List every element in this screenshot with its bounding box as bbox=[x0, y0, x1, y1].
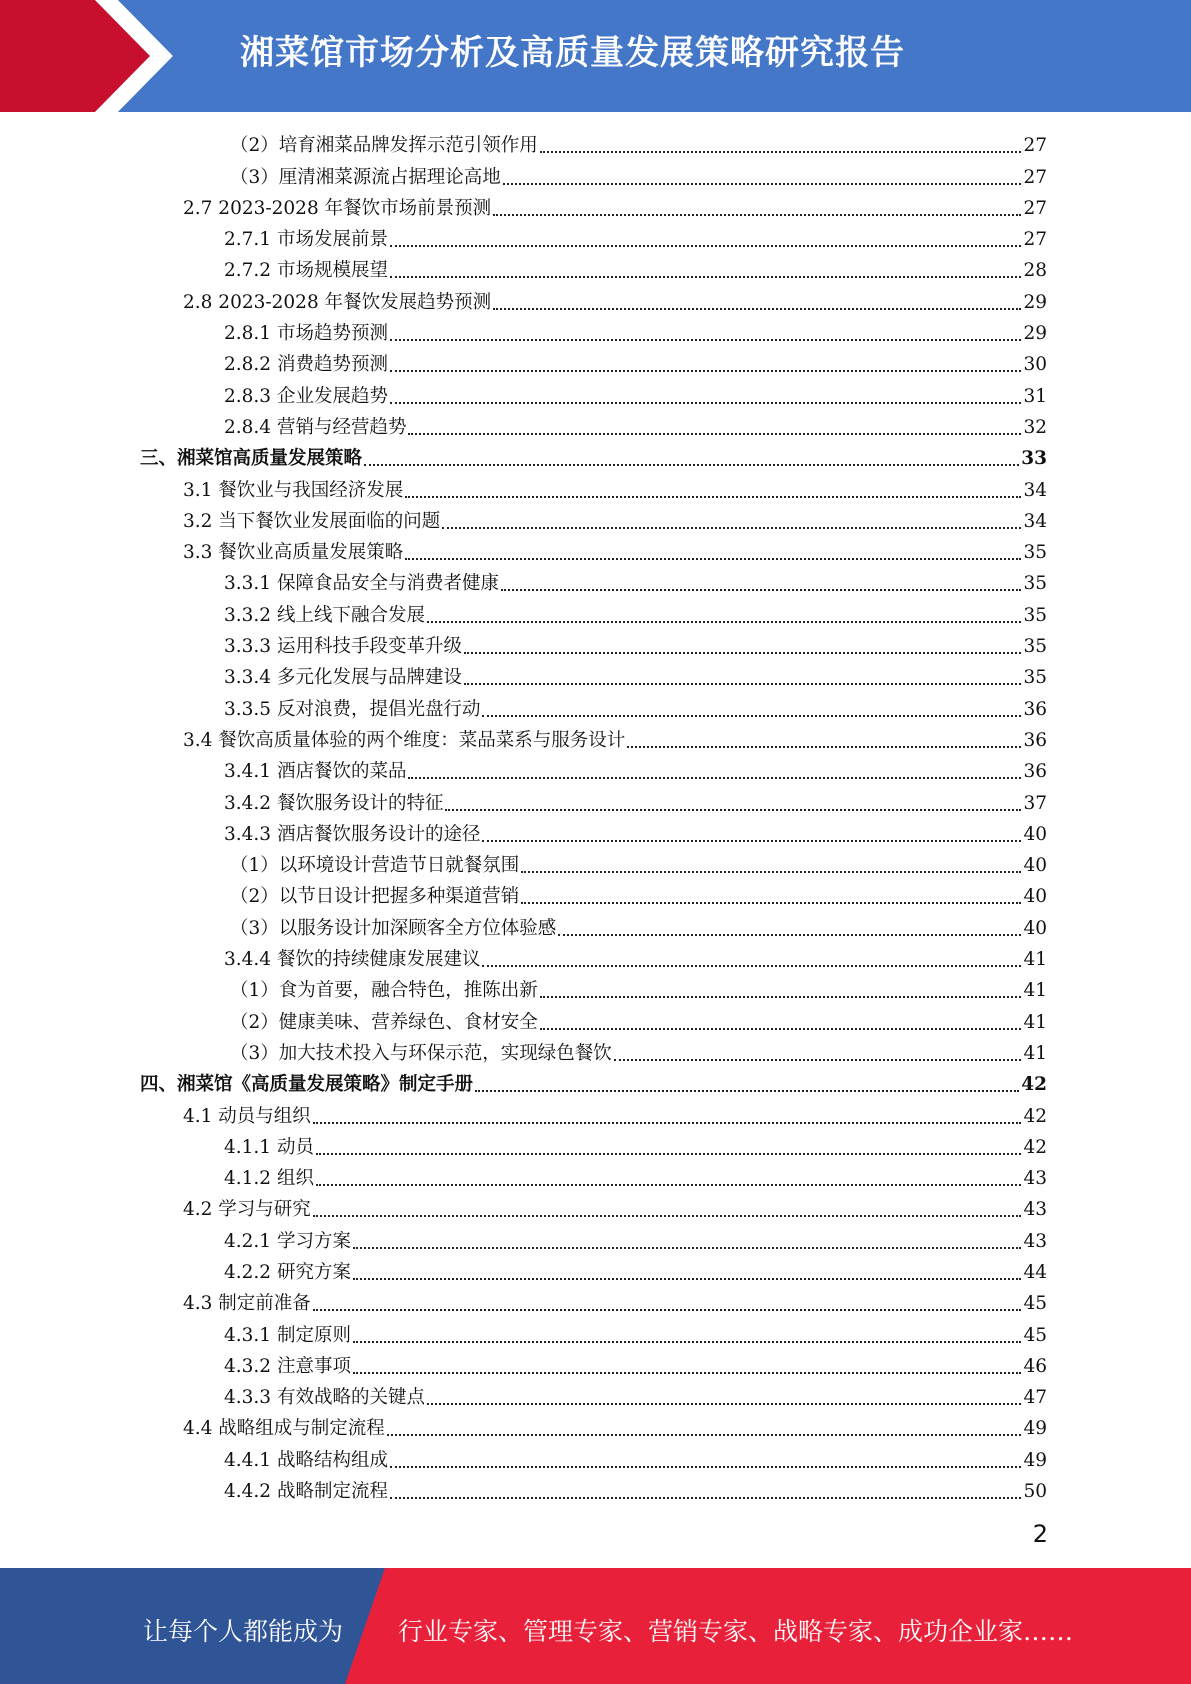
toc-entry[interactable] bbox=[0, 1035, 1191, 1066]
toc-entry[interactable] bbox=[0, 878, 1191, 909]
toc-entry[interactable] bbox=[0, 941, 1191, 972]
toc-entry[interactable] bbox=[0, 628, 1191, 659]
toc-entry-label: 4.3.2 注意事项 bbox=[224, 1355, 351, 1377]
page-number: 2 bbox=[1032, 1520, 1048, 1548]
toc-entry-label: 4.2 学习与研究 bbox=[183, 1199, 311, 1221]
toc-entry[interactable] bbox=[0, 1254, 1191, 1285]
toc-entry-label: 3.4.2 餐饮服务设计的特征 bbox=[224, 792, 444, 814]
toc-entry-label: 3.3.1 保障食品安全与消费者健康 bbox=[224, 573, 499, 595]
page-footer bbox=[0, 1568, 1191, 1684]
toc-entry-label: 4.4 战略组成与制定流程 bbox=[183, 1418, 385, 1440]
toc-entry[interactable] bbox=[0, 722, 1191, 753]
toc-dot-leader bbox=[387, 1434, 1022, 1436]
toc-dot-leader bbox=[464, 683, 1021, 685]
toc-dot-leader bbox=[316, 1153, 1022, 1155]
toc-entry-label: （3）厘清湘菜源流占据理论高地 bbox=[230, 166, 501, 188]
toc-entry[interactable] bbox=[0, 503, 1191, 534]
toc-entry[interactable] bbox=[0, 690, 1191, 721]
toc-entry-page: 27 bbox=[1023, 197, 1047, 219]
toc-entry-page: 30 bbox=[1023, 354, 1047, 376]
toc-entry-label: 4.2.2 研究方案 bbox=[224, 1261, 351, 1283]
toc-entry[interactable] bbox=[0, 596, 1191, 627]
toc-entry[interactable] bbox=[0, 409, 1191, 440]
toc-entry-page: 49 bbox=[1023, 1418, 1047, 1440]
toc-entry-page: 34 bbox=[1023, 479, 1047, 501]
toc-dot-leader bbox=[353, 1247, 1022, 1249]
toc-dot-leader bbox=[427, 621, 1021, 623]
toc-entry[interactable] bbox=[0, 753, 1191, 784]
toc-entry-page: 50 bbox=[1023, 1481, 1047, 1503]
toc-entry[interactable] bbox=[0, 1097, 1191, 1128]
toc-entry-page: 34 bbox=[1023, 510, 1047, 532]
toc-dot-leader bbox=[493, 214, 1021, 216]
toc-dot-leader bbox=[540, 996, 1022, 998]
toc-dot-leader bbox=[493, 308, 1021, 310]
toc-entry[interactable] bbox=[0, 1379, 1191, 1410]
toc-entry[interactable] bbox=[0, 158, 1191, 189]
toc-entry-page: 44 bbox=[1023, 1261, 1047, 1283]
toc-entry-page: 31 bbox=[1023, 385, 1047, 407]
toc-dot-leader bbox=[442, 527, 1021, 529]
toc-entry[interactable] bbox=[0, 909, 1191, 940]
toc-entry-page: 40 bbox=[1023, 823, 1047, 845]
toc-entry-page: 41 bbox=[1023, 949, 1047, 971]
toc-dot-leader bbox=[408, 777, 1021, 779]
toc-entry-label: 3.3.2 线上线下融合发展 bbox=[224, 604, 425, 626]
toc-entry[interactable] bbox=[0, 1473, 1191, 1504]
toc-dot-leader bbox=[313, 1122, 1022, 1124]
toc-entry-label: 2.7.1 市场发展前景 bbox=[224, 229, 388, 251]
toc-entry-page: 40 bbox=[1023, 886, 1047, 908]
toc-entry[interactable] bbox=[0, 346, 1191, 377]
toc-entry-label: 2.7 2023-2028 年餐饮市场前景预测 bbox=[183, 197, 492, 219]
toc-entry-label: 2.8.2 消费趋势预测 bbox=[224, 354, 388, 376]
toc-entry-page: 27 bbox=[1023, 229, 1047, 251]
toc-entry-page: 37 bbox=[1023, 792, 1047, 814]
footer-slogan-right: 行业专家、管理专家、营销专家、战略专家、成功企业家…… bbox=[398, 1617, 1074, 1646]
toc-entry[interactable] bbox=[0, 1285, 1191, 1316]
toc-entry-page: 36 bbox=[1023, 761, 1047, 783]
toc-entry-label: 四、湘菜馆《高质量发展策略》制定手册 bbox=[140, 1074, 474, 1096]
toc-dot-leader bbox=[390, 370, 1021, 372]
toc-entry-label: 4.4.1 战略结构组成 bbox=[224, 1449, 388, 1471]
toc-dot-leader bbox=[405, 496, 1021, 498]
toc-entry[interactable] bbox=[0, 440, 1191, 471]
toc-entry[interactable] bbox=[0, 283, 1191, 314]
toc-entry[interactable] bbox=[0, 1441, 1191, 1472]
toc-entry-page: 27 bbox=[1023, 166, 1047, 188]
toc-entry-label: 2.7.2 市场规模展望 bbox=[224, 260, 388, 282]
toc-entry[interactable] bbox=[0, 315, 1191, 346]
toc-dot-leader bbox=[390, 402, 1021, 404]
toc-entry-page: 35 bbox=[1023, 667, 1047, 689]
page-header bbox=[0, 0, 1191, 112]
toc-entry-label: （3）以服务设计加深顾客全方位体验感 bbox=[230, 917, 557, 939]
toc-entry[interactable] bbox=[0, 471, 1191, 502]
toc-entry[interactable] bbox=[0, 1003, 1191, 1034]
toc-entry-label: 4.3.3 有效战略的关键点 bbox=[224, 1387, 425, 1409]
toc-entry-label: 3.3.3 运用科技手段变革升级 bbox=[224, 636, 462, 658]
toc-dot-leader bbox=[390, 1466, 1021, 1468]
toc-entry-label: （2）以节日设计把握多种渠道营销 bbox=[230, 886, 520, 908]
toc-entry[interactable] bbox=[0, 534, 1191, 565]
toc-entry-page: 41 bbox=[1023, 1011, 1047, 1033]
toc-entry-page: 41 bbox=[1023, 980, 1047, 1002]
toc-entry-label: 三、湘菜馆高质量发展策略 bbox=[140, 448, 363, 470]
toc-entry[interactable] bbox=[0, 377, 1191, 408]
toc-dot-leader bbox=[482, 715, 1021, 717]
toc-entry-page: 49 bbox=[1023, 1449, 1047, 1471]
toc-entry[interactable] bbox=[0, 1410, 1191, 1441]
toc-dot-leader bbox=[353, 1278, 1022, 1280]
toc-entry-page: 42 bbox=[1023, 1105, 1047, 1127]
toc-dot-leader bbox=[316, 1184, 1022, 1186]
toc-entry-label: 3.1 餐饮业与我国经济发展 bbox=[183, 479, 404, 501]
toc-dot-leader bbox=[627, 746, 1021, 748]
report-title: 湘菜馆市场分析及高质量发展策略研究报告 bbox=[240, 33, 905, 73]
toc-dot-leader bbox=[540, 1028, 1022, 1030]
toc-entry-page: 33 bbox=[1021, 448, 1047, 470]
toc-entry-label: 3.4.4 餐饮的持续健康发展建议 bbox=[224, 949, 481, 971]
toc-entry-page: 35 bbox=[1023, 573, 1047, 595]
toc-dot-leader bbox=[475, 1090, 1019, 1092]
toc-entry-label: （1）以环境设计营造节日就餐氛围 bbox=[230, 855, 520, 877]
toc-entry-page: 43 bbox=[1023, 1230, 1047, 1252]
toc-entry-page: 35 bbox=[1023, 636, 1047, 658]
toc-dot-leader bbox=[503, 183, 1022, 185]
toc-entry[interactable] bbox=[0, 1129, 1191, 1160]
toc-dot-leader bbox=[540, 151, 1022, 153]
toc-entry[interactable] bbox=[0, 252, 1191, 283]
toc-dot-leader bbox=[364, 464, 1019, 466]
toc-entry-label: 3.3.5 反对浪费，提倡光盘行动 bbox=[224, 698, 481, 720]
toc-entry-label: 4.1.2 组织 bbox=[224, 1168, 314, 1190]
toc-entry-page: 40 bbox=[1023, 855, 1047, 877]
footer-slogan-left: 让每个人都能成为 bbox=[143, 1617, 344, 1646]
toc-entry-label: （2）培育湘菜品牌发挥示范引领作用 bbox=[230, 135, 538, 157]
toc-entry-label: 3.3.4 多元化发展与品牌建设 bbox=[224, 667, 462, 689]
toc-dot-leader bbox=[390, 339, 1021, 341]
toc-entry[interactable] bbox=[0, 847, 1191, 878]
toc-dot-leader bbox=[390, 276, 1021, 278]
toc-entry-label: 4.3.1 制定原则 bbox=[224, 1324, 351, 1346]
toc-dot-leader bbox=[390, 1497, 1021, 1499]
toc-entry-label: 2.8.4 营销与经营趋势 bbox=[224, 416, 407, 438]
toc-entry-page: 35 bbox=[1023, 604, 1047, 626]
toc-entry-label: 3.4.1 酒店餐饮的菜品 bbox=[224, 761, 407, 783]
toc-entry-page: 46 bbox=[1023, 1355, 1047, 1377]
toc-dot-leader bbox=[464, 652, 1021, 654]
toc-entry[interactable] bbox=[0, 659, 1191, 690]
toc-entry[interactable] bbox=[0, 565, 1191, 596]
toc-entry[interactable] bbox=[0, 1316, 1191, 1347]
toc-dot-leader bbox=[445, 809, 1021, 811]
toc-dot-leader bbox=[614, 1059, 1022, 1061]
toc-entry-page: 41 bbox=[1023, 1042, 1047, 1064]
toc-dot-leader bbox=[353, 1341, 1022, 1343]
toc-entry-label: 4.1 动员与组织 bbox=[183, 1105, 311, 1127]
toc-entry-label: 2.8 2023-2028 年餐饮发展趋势预测 bbox=[183, 291, 492, 313]
toc-entry-label: 3.4 餐饮高质量体验的两个维度：菜品菜系与服务设计 bbox=[183, 729, 626, 751]
toc-entry[interactable] bbox=[0, 221, 1191, 252]
toc-entry-label: 3.3 餐饮业高质量发展策略 bbox=[183, 542, 404, 564]
toc-entry-page: 47 bbox=[1023, 1387, 1047, 1409]
toc-entry[interactable] bbox=[0, 1191, 1191, 1222]
toc-entry-label: （2）健康美味、营养绿色、食材安全 bbox=[230, 1011, 538, 1033]
toc-entry-label: 3.2 当下餐饮业发展面临的问题 bbox=[183, 510, 441, 532]
toc-dot-leader bbox=[427, 1403, 1021, 1405]
toc-entry-page: 29 bbox=[1023, 291, 1047, 313]
toc-dot-leader bbox=[390, 245, 1021, 247]
toc-dot-leader bbox=[501, 589, 1021, 591]
toc-dot-leader bbox=[521, 871, 1021, 873]
toc-dot-leader bbox=[521, 902, 1021, 904]
toc-dot-leader bbox=[313, 1215, 1022, 1217]
toc-entry-page: 29 bbox=[1023, 323, 1047, 345]
toc-entry-label: 4.3 制定前准备 bbox=[183, 1293, 311, 1315]
toc-entry-page: 42 bbox=[1021, 1074, 1047, 1096]
toc-entry-label: （1）食为首要，融合特色，推陈出新 bbox=[230, 980, 538, 1002]
toc-entry-page: 45 bbox=[1023, 1324, 1047, 1346]
toc-entry-page: 43 bbox=[1023, 1168, 1047, 1190]
toc-entry-page: 45 bbox=[1023, 1293, 1047, 1315]
toc-dot-leader bbox=[408, 433, 1021, 435]
toc-entry-page: 28 bbox=[1023, 260, 1047, 282]
toc-entry[interactable] bbox=[0, 972, 1191, 1003]
toc-dot-leader bbox=[313, 1309, 1022, 1311]
toc-entry-label: 2.8.3 企业发展趋势 bbox=[224, 385, 388, 407]
toc-entry[interactable] bbox=[0, 1160, 1191, 1191]
toc-entry-page: 43 bbox=[1023, 1199, 1047, 1221]
toc-entry-page: 35 bbox=[1023, 542, 1047, 564]
toc-entry-page: 32 bbox=[1023, 416, 1047, 438]
toc-entry-label: 3.4.3 酒店餐饮服务设计的途径 bbox=[224, 823, 481, 845]
toc-entry[interactable] bbox=[0, 190, 1191, 221]
toc-dot-leader bbox=[482, 840, 1021, 842]
toc-dot-leader bbox=[405, 558, 1021, 560]
toc-entry[interactable] bbox=[0, 1222, 1191, 1253]
toc-dot-leader bbox=[558, 934, 1021, 936]
toc-entry-label: 2.8.1 市场趋势预测 bbox=[224, 323, 388, 345]
toc-entry[interactable] bbox=[0, 1066, 1191, 1097]
toc-dot-leader bbox=[482, 965, 1021, 967]
table-of-contents bbox=[0, 127, 1191, 1504]
toc-entry-page: 40 bbox=[1023, 917, 1047, 939]
toc-entry-label: 4.1.1 动员 bbox=[224, 1136, 314, 1158]
toc-entry[interactable] bbox=[0, 127, 1191, 158]
toc-entry[interactable] bbox=[0, 816, 1191, 847]
toc-entry-page: 42 bbox=[1023, 1136, 1047, 1158]
toc-entry-page: 36 bbox=[1023, 698, 1047, 720]
toc-dot-leader bbox=[353, 1372, 1022, 1374]
toc-entry-label: （3）加大技术投入与环保示范，实现绿色餐饮 bbox=[230, 1042, 612, 1064]
toc-entry[interactable] bbox=[0, 1348, 1191, 1379]
toc-entry-page: 36 bbox=[1023, 729, 1047, 751]
toc-entry-label: 4.4.2 战略制定流程 bbox=[224, 1481, 388, 1503]
toc-entry-page: 27 bbox=[1023, 135, 1047, 157]
toc-entry-label: 4.2.1 学习方案 bbox=[224, 1230, 351, 1252]
toc-entry[interactable] bbox=[0, 784, 1191, 815]
